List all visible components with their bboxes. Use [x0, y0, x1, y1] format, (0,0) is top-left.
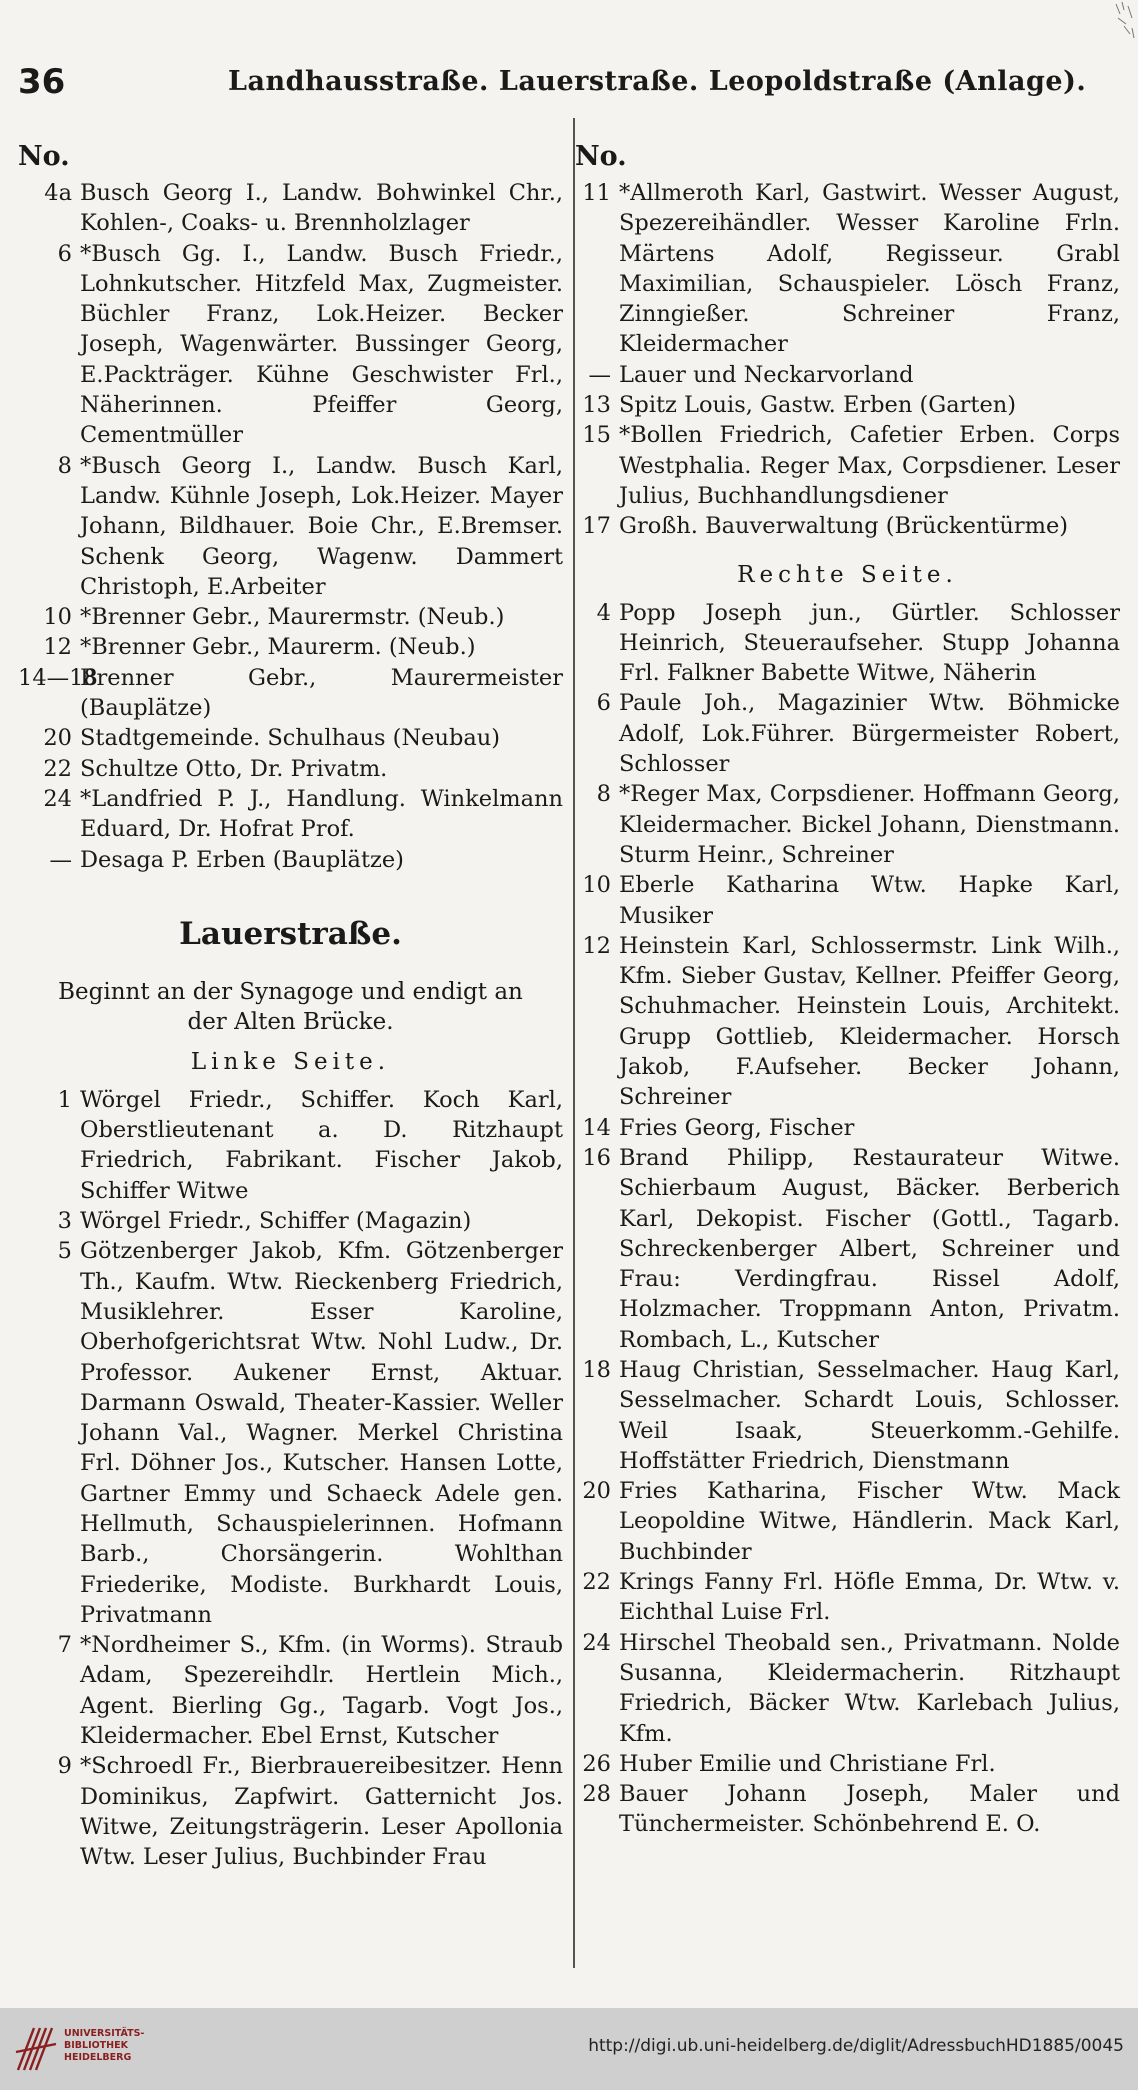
lauerstrasse-right-entry	[575, 598, 1120, 689]
landhausstrasse-entry	[18, 784, 563, 845]
landhausstrasse-entry	[18, 632, 563, 662]
lauerstrasse-right-entry	[575, 931, 1120, 1113]
resident-text: Fries Katharina, Fischer Wtw. Mack Leopoldine Witwe, Händlerin. Mack Karl, Buchbinder	[619, 1478, 1120, 1565]
house-number: 3	[57, 1208, 72, 1235]
resident-text: Desaga P. Erben (Bauplätze)	[80, 846, 404, 873]
landhausstrasse-entry	[18, 178, 563, 239]
corner-scribble-icon	[1110, 0, 1138, 40]
right-column	[575, 142, 1120, 1840]
resident-text: Huber Emilie und Christiane Frl.	[619, 1750, 996, 1777]
left-column	[18, 142, 563, 1873]
resident-text: Krings Fanny Frl. Höfle Emma, Dr. Wtw. v. Eichthal Luise Frl.	[619, 1569, 1120, 1626]
lauerstrasse-right-entry	[575, 1749, 1120, 1779]
resident-text: *Brenner Gebr., Maurerm. (Neub.)	[80, 634, 476, 661]
landhausstrasse-right-entry	[575, 420, 1120, 511]
library-name-line: HEIDELBERG	[64, 2052, 132, 2063]
resident-text: *Nordheimer S., Kfm. (in Worms). Straub Adam, Spezereihdlr. Hertlein Mich., Agent. Bierling Gg., Tagarb. Vogt Jos., Kleidermacher. Ebel Ernst, Kutscher	[80, 1632, 563, 1750]
resident-text: Fries Georg, Fischer	[619, 1114, 855, 1141]
resident-text: Popp Joseph jun., Gürtler. Schlosser Heinrich, Steueraufseher. Stupp Johanna Frl. Falkner Babette Witwe, Näherin	[619, 599, 1120, 687]
lauerstrasse-left-entry	[18, 1751, 563, 1872]
resident-text: Götzenberger Jakob, Kfm. Götzenberger Th., Kaufm. Wtw. Rieckenberg Friedrich, Musiklehrer. Esser Karoline, Oberhofgerichtsrat Wtw. Nohl Ludw., Dr. Professor. Aukener Ernst, Aktuar. Darmann Oswald, Theater-Kassier. Weller Johann Val., Wagner. Merkel Christina Frl. Döhner Jos., Kutscher. Hansen Lotte, Gartner Emmy und Schaeck Adele gen. Hellmuth, Schauspielerinnen. Hofmann Barb., Chorsängerin. Wohlthan Friederike, Modiste. Burkhardt Louis, Privatmann	[80, 1238, 563, 1628]
lauerstrasse-left-entry	[18, 1630, 563, 1751]
landhausstrasse-right-entry	[575, 390, 1120, 420]
lauerstrasse-right-entry	[575, 1567, 1120, 1628]
house-number: 7	[57, 1632, 72, 1659]
house-number: 22	[43, 755, 72, 782]
house-number: 8	[596, 781, 611, 808]
resident-text: *Brenner Gebr., Maurermstr. (Neub.)	[80, 604, 505, 631]
house-number: 8	[57, 452, 72, 479]
house-number: 10	[582, 872, 611, 899]
lauerstrasse-right-entry	[575, 1476, 1120, 1567]
resident-text: *Reger Max, Corpsdiener. Hoffmann Georg, Kleidermacher. Bickel Johann, Dienstmann. Sturm Heinr., Schreiner	[619, 781, 1120, 868]
right-entry-list	[575, 178, 1120, 542]
resident-text: *Bollen Friedrich, Cafetier Erben. Corps Westphalia. Reger Max, Corpsdiener. Leser Julius, Buchhandlungsdiener	[619, 422, 1120, 509]
house-number: 14	[582, 1114, 611, 1141]
lauerstrasse-right-entry	[575, 1355, 1120, 1476]
resident-text: Hirschel Theobald sen., Privatmann. Nolde Susanna, Kleidermacherin. Ritzhaupt Friedrich, Bäcker Wtw. Karlebach Julius, Kfm.	[619, 1629, 1120, 1747]
house-number: 6	[57, 240, 72, 267]
landhausstrasse-right-entry	[575, 511, 1120, 541]
section-title-lauerstrasse: Lauerstraße.	[179, 915, 402, 952]
column-header-no-right: No.	[575, 141, 627, 172]
house-number: 24	[43, 785, 72, 812]
house-number: 13	[582, 392, 611, 419]
rechte-entry-list	[575, 598, 1120, 1840]
landhausstrasse-entry	[18, 845, 563, 875]
house-number: 20	[582, 1478, 611, 1505]
resident-text: *Busch Georg I., Landw. Busch Karl, Landw. Kühnle Joseph, Lok.Heizer. Mayer Johann, Bildhauer. Boie Chr., E.Bremser. Schenk Georg, Wagenw. Dammert Christoph, E.Arbeiter	[80, 452, 563, 600]
house-number: 4	[596, 599, 611, 626]
page-number: 36	[18, 62, 66, 102]
landhausstrasse-entry	[18, 754, 563, 784]
library-logo-icon	[14, 2022, 58, 2074]
column-header-no: No.	[18, 141, 70, 172]
landhausstrasse-entry	[18, 663, 563, 724]
lauerstrasse-right-entry	[575, 870, 1120, 931]
library-name-line: BIBLIOTHEK	[64, 2040, 128, 2051]
house-number: 22	[582, 1569, 611, 1596]
resident-text: Stadtgemeinde. Schulhaus (Neubau)	[80, 725, 501, 752]
lauerstrasse-left-entry	[18, 1236, 563, 1630]
house-number: 14—18	[18, 664, 98, 691]
left-entry-list	[18, 178, 563, 875]
house-number: 10	[43, 604, 72, 631]
source-url-link[interactable]: http://digi.ub.uni-heidelberg.de/diglit/AdressbuchHD1885/0045	[588, 2036, 1124, 2056]
landhausstrasse-right-entry	[575, 360, 1120, 390]
resident-text: Eberle Katharina Wtw. Hapke Karl, Musiker	[619, 872, 1120, 929]
house-number: 9	[57, 1753, 72, 1780]
resident-text: *Busch Gg. I., Landw. Busch Friedr., Lohnkutscher. Hitzfeld Max, Zugmeister. Büchler Franz, Lok.Heizer. Becker Joseph, Wagenwärter. Bussinger Georg, E.Packträger. Kühne Geschwister Frl., Näherinnen. Pfeiffer Georg, Cementmüller	[80, 240, 563, 449]
house-number: 26	[582, 1750, 611, 1777]
page-header	[18, 62, 1118, 112]
lauerstrasse-right-entry	[575, 688, 1120, 779]
library-name-line: UNIVERSITÄTS-	[64, 2028, 145, 2039]
house-number: 17	[582, 513, 611, 540]
house-number: 12	[582, 932, 611, 959]
house-number: 6	[596, 690, 611, 717]
landhausstrasse-entry	[18, 723, 563, 753]
resident-text: Paule Joh., Magazinier Wtw. Böhmicke Adolf, Lok.Führer. Bürgermeister Robert, Schlosser	[619, 690, 1120, 778]
resident-text: Wörgel Friedr., Schiffer. Koch Karl, Oberstlieutenant a. D. Ritzhaupt Friedrich, Fabrikant. Fischer Jakob, Schiffer Witwe	[80, 1086, 563, 1204]
side-label-rechte-seite: Rechte Seite.	[737, 561, 958, 588]
landhausstrasse-entry	[18, 451, 563, 602]
house-number: 4a	[44, 180, 72, 206]
landhausstrasse-entry	[18, 602, 563, 632]
house-number: 16	[582, 1144, 611, 1171]
house-number: 28	[582, 1781, 611, 1808]
resident-text: Lauer und Neckarvorland	[619, 361, 914, 388]
house-number: 1	[57, 1086, 72, 1113]
resident-text: Haug Christian, Sesselmacher. Haug Karl, Sesselmacher. Schardt Louis, Schlosser. Weil Isaak, Steuerkomm.-Gehilfe. Hoffstätter Friedrich, Dienstmann	[619, 1356, 1120, 1474]
resident-text: Busch Georg I., Landw. Bohwinkel Chr., Kohlen-, Coaks- u. Brennholzlager	[80, 180, 563, 237]
lauerstrasse-right-entry	[575, 1628, 1120, 1749]
resident-text: Großh. Bauverwaltung (Brückentürme)	[619, 513, 1069, 540]
resident-text: Brenner Gebr., Maurermeister (Bauplätze)	[80, 664, 563, 722]
house-number: 18	[582, 1356, 611, 1383]
lauerstrasse-right-entry	[575, 779, 1120, 870]
landhausstrasse-entry	[18, 239, 563, 451]
resident-text: *Allmeroth Karl, Gastwirt. Wesser August, Spezereihändler. Wesser Karoline Frln. Märtens Adolf, Regisseur. Grabl Maximilian, Schauspieler. Lösch Franz, Zinngießer. Schreiner Franz, Kleidermacher	[619, 180, 1120, 358]
lauerstrasse-right-entry	[575, 1113, 1120, 1143]
house-number: 24	[582, 1629, 611, 1656]
house-number: 5	[57, 1238, 72, 1265]
lauerstrasse-left-entry	[18, 1085, 563, 1206]
footer-bar	[0, 2008, 1138, 2090]
house-number: 12	[43, 634, 72, 661]
lauer-entry-list	[18, 1085, 563, 1873]
house-number: —	[588, 361, 611, 388]
resident-text: Brand Philipp, Restaurateur Witwe. Schierbaum August, Bäcker. Berberich Karl, Dekopist. Fischer (Gottl., Tagarb. Schreckenberger Albert, Schreiner und Frau: Verdingfrau. Rissel Adolf, Holzmacher. Troppmann Anton, Privatm. Rombach, L., Kutscher	[619, 1144, 1120, 1353]
house-number: 20	[43, 725, 72, 752]
side-label-linke-seite: Linke Seite.	[190, 1048, 391, 1075]
landhausstrasse-right-entry	[575, 178, 1120, 360]
running-title: Landhausstraße. Lauerstraße. Leopoldstraße (Anlage).	[228, 66, 1087, 97]
resident-text: *Landfried P. J., Handlung. Winkelmann Eduard, Dr. Hofrat Prof.	[80, 785, 563, 843]
resident-text: Heinstein Karl, Schlossermstr. Link Wilh., Kfm. Sieber Gustav, Kellner. Pfeiffer Georg, Schuhmacher. Heinstein Louis, Architekt. Grupp Gottlieb, Kleidermacher. Horsch Jakob, F.Aufseher. Becker Johann, Schreiner	[619, 932, 1120, 1111]
house-number: —	[49, 846, 72, 873]
house-number: 15	[582, 422, 611, 449]
lauerstrasse-left-entry	[18, 1206, 563, 1236]
lauerstrasse-right-entry	[575, 1779, 1120, 1840]
resident-text: Spitz Louis, Gastw. Erben (Garten)	[619, 392, 1017, 419]
resident-text: Schultze Otto, Dr. Privatm.	[80, 755, 388, 782]
resident-text: Wörgel Friedr., Schiffer (Magazin)	[80, 1208, 472, 1235]
library-name	[64, 2028, 144, 2064]
resident-text: Bauer Johann Joseph, Maler und Tünchermeister. Schönbehrend E. O.	[619, 1781, 1120, 1838]
lauerstrasse-right-entry	[575, 1143, 1120, 1355]
resident-text: *Schroedl Fr., Bierbrauereibesitzer. Henn Dominikus, Zapfwirt. Gatternicht Jos. Witwe, Zeitungsträgerin. Leser Apollonia Wtw. Leser Julius, Buchbinder Frau	[80, 1753, 563, 1871]
house-number: 11	[582, 180, 611, 206]
section-description: Beginnt an der Synagoge und endigt an der Alten Brücke.	[58, 978, 523, 1035]
